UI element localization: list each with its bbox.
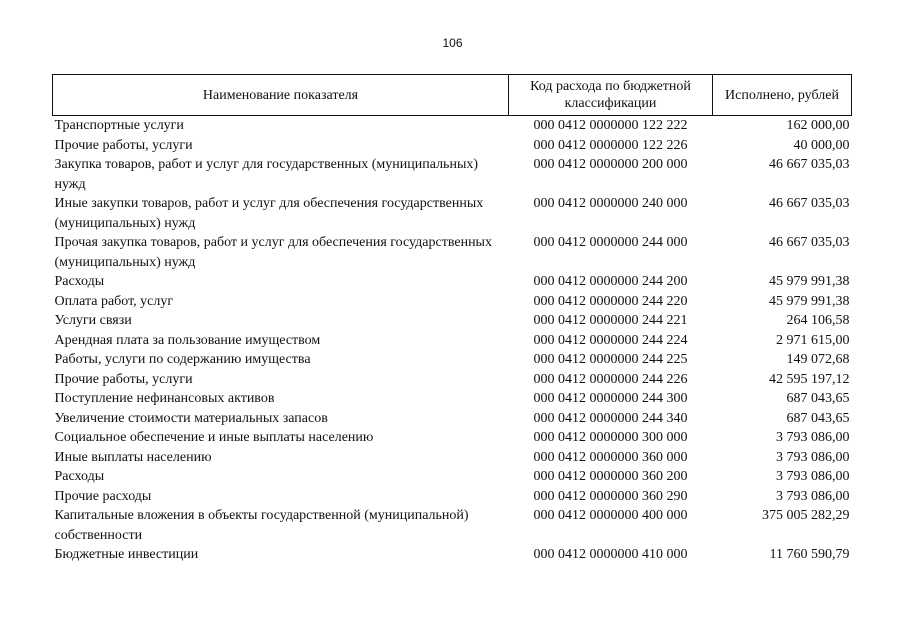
row-name-cell: Социальное обеспечение и иные выплаты населению xyxy=(54,430,374,445)
table-row xyxy=(53,545,852,565)
expense-table xyxy=(52,74,852,565)
table-row xyxy=(53,350,852,370)
row-amount-cell: 687 043,65 xyxy=(786,410,850,426)
row-code-cell: 000 0412 0000000 360 200 xyxy=(533,469,688,484)
row-name-cell: Транспортные услуги xyxy=(54,118,184,133)
row-code-cell: 000 0412 0000000 122 226 xyxy=(533,137,688,153)
table-row xyxy=(53,194,852,233)
row-name-cell: Закупка товаров, работ и услуг для государственных (муниципальных) нужд xyxy=(54,157,479,192)
row-amount-cell: 40 000,00 xyxy=(793,137,850,153)
row-code-cell: 000 0412 0000000 244 225 xyxy=(533,352,688,367)
row-amount-cell: 3 793 086,00 xyxy=(776,469,850,484)
row-code-cell: 000 0412 0000000 244 000 xyxy=(533,235,688,250)
row-name-cell: Иные закупки товаров, работ и услуг для обеспечения государственных (муниципальных) нужд xyxy=(54,196,484,231)
row-amount-cell: 687 043,65 xyxy=(786,391,850,406)
row-name-cell: Поступление нефинансовых активов xyxy=(54,391,275,406)
table-row xyxy=(53,389,852,409)
row-code-cell: 000 0412 0000000 200 000 xyxy=(533,157,688,172)
table-row xyxy=(53,116,852,136)
row-name-cell: Расходы xyxy=(54,274,105,289)
table-row xyxy=(53,155,852,194)
row-code-cell: 000 0412 0000000 244 226 xyxy=(533,371,688,387)
row-amount-cell: 264 106,58 xyxy=(786,313,850,328)
row-amount-cell: 45 979 991,38 xyxy=(769,293,850,309)
row-amount-cell: 2 971 615,00 xyxy=(776,332,850,348)
row-code-cell: 000 0412 0000000 244 221 xyxy=(533,313,688,328)
page-number: 106 xyxy=(442,36,463,50)
row-name-cell: Прочая закупка товаров, работ и услуг для обеспечения государственных (муниципальных) нужд xyxy=(54,235,492,270)
row-amount-cell: 162 000,00 xyxy=(786,118,850,133)
row-name-cell: Работы, услуги по содержанию имущества xyxy=(54,352,311,367)
row-code-cell: 000 0412 0000000 244 340 xyxy=(533,410,688,426)
row-amount-cell: 3 793 086,00 xyxy=(776,449,850,465)
row-code-cell: 000 0412 0000000 244 220 xyxy=(533,293,688,309)
row-name-cell: Иные выплаты населению xyxy=(54,449,212,465)
table-header-row xyxy=(53,75,852,116)
row-code-cell: 000 0412 0000000 244 200 xyxy=(533,274,688,289)
row-amount-cell: 46 667 035,03 xyxy=(769,235,850,250)
row-code-cell: 000 0412 0000000 244 224 xyxy=(533,332,688,348)
row-amount-cell: 3 793 086,00 xyxy=(776,488,850,504)
row-amount-cell: 375 005 282,29 xyxy=(762,508,850,523)
table-row xyxy=(53,272,852,292)
row-code-cell: 000 0412 0000000 240 000 xyxy=(533,196,688,211)
row-code-cell: 000 0412 0000000 400 000 xyxy=(533,508,688,523)
table-row xyxy=(53,467,852,487)
header-executed-amount: Исполнено, рублей xyxy=(713,75,852,116)
row-name-cell: Прочие работы, услуги xyxy=(54,137,193,153)
row-code-cell: 000 0412 0000000 244 300 xyxy=(533,391,688,406)
row-amount-cell: 3 793 086,00 xyxy=(776,430,850,445)
table-row xyxy=(53,136,852,156)
row-amount-cell: 11 760 590,79 xyxy=(769,547,850,562)
table-row xyxy=(53,506,852,545)
row-code-cell: 000 0412 0000000 410 000 xyxy=(533,547,688,562)
table-row xyxy=(53,428,852,448)
row-name-cell: Прочие расходы xyxy=(54,488,152,504)
row-amount-cell: 149 072,68 xyxy=(786,352,850,367)
table-row xyxy=(53,370,852,390)
row-amount-cell: 45 979 991,38 xyxy=(769,274,850,289)
table-row xyxy=(53,409,852,429)
row-name-cell: Капитальные вложения в объекты государственной (муниципальной) собственности xyxy=(54,508,469,543)
row-name-cell: Прочие работы, услуги xyxy=(54,371,193,387)
row-name-cell: Услуги связи xyxy=(54,313,132,328)
row-name-cell: Расходы xyxy=(54,469,105,484)
table-row xyxy=(53,448,852,468)
row-code-cell: 000 0412 0000000 300 000 xyxy=(533,430,688,445)
table-row xyxy=(53,292,852,312)
header-indicator-name: Наименование показателя xyxy=(53,75,509,116)
row-amount-cell: 46 667 035,03 xyxy=(769,157,850,172)
row-code-cell: 000 0412 0000000 360 290 xyxy=(533,488,688,504)
row-amount-cell: 42 595 197,12 xyxy=(769,371,850,387)
table-row xyxy=(53,311,852,331)
row-name-cell: Арендная плата за пользование имуществом xyxy=(54,332,321,348)
row-name-cell: Оплата работ, услуг xyxy=(54,293,174,309)
table-row xyxy=(53,233,852,272)
row-code-cell: 000 0412 0000000 122 222 xyxy=(533,118,688,133)
row-amount-cell: 46 667 035,03 xyxy=(769,196,850,211)
row-name-cell: Увеличение стоимости материальных запасов xyxy=(54,410,328,426)
row-code-cell: 000 0412 0000000 360 000 xyxy=(533,449,688,465)
row-name-cell: Бюджетные инвестиции xyxy=(54,547,199,562)
table-row xyxy=(53,487,852,507)
header-budget-code: Код расхода по бюджетной классификации xyxy=(509,75,713,116)
table-row xyxy=(53,331,852,351)
